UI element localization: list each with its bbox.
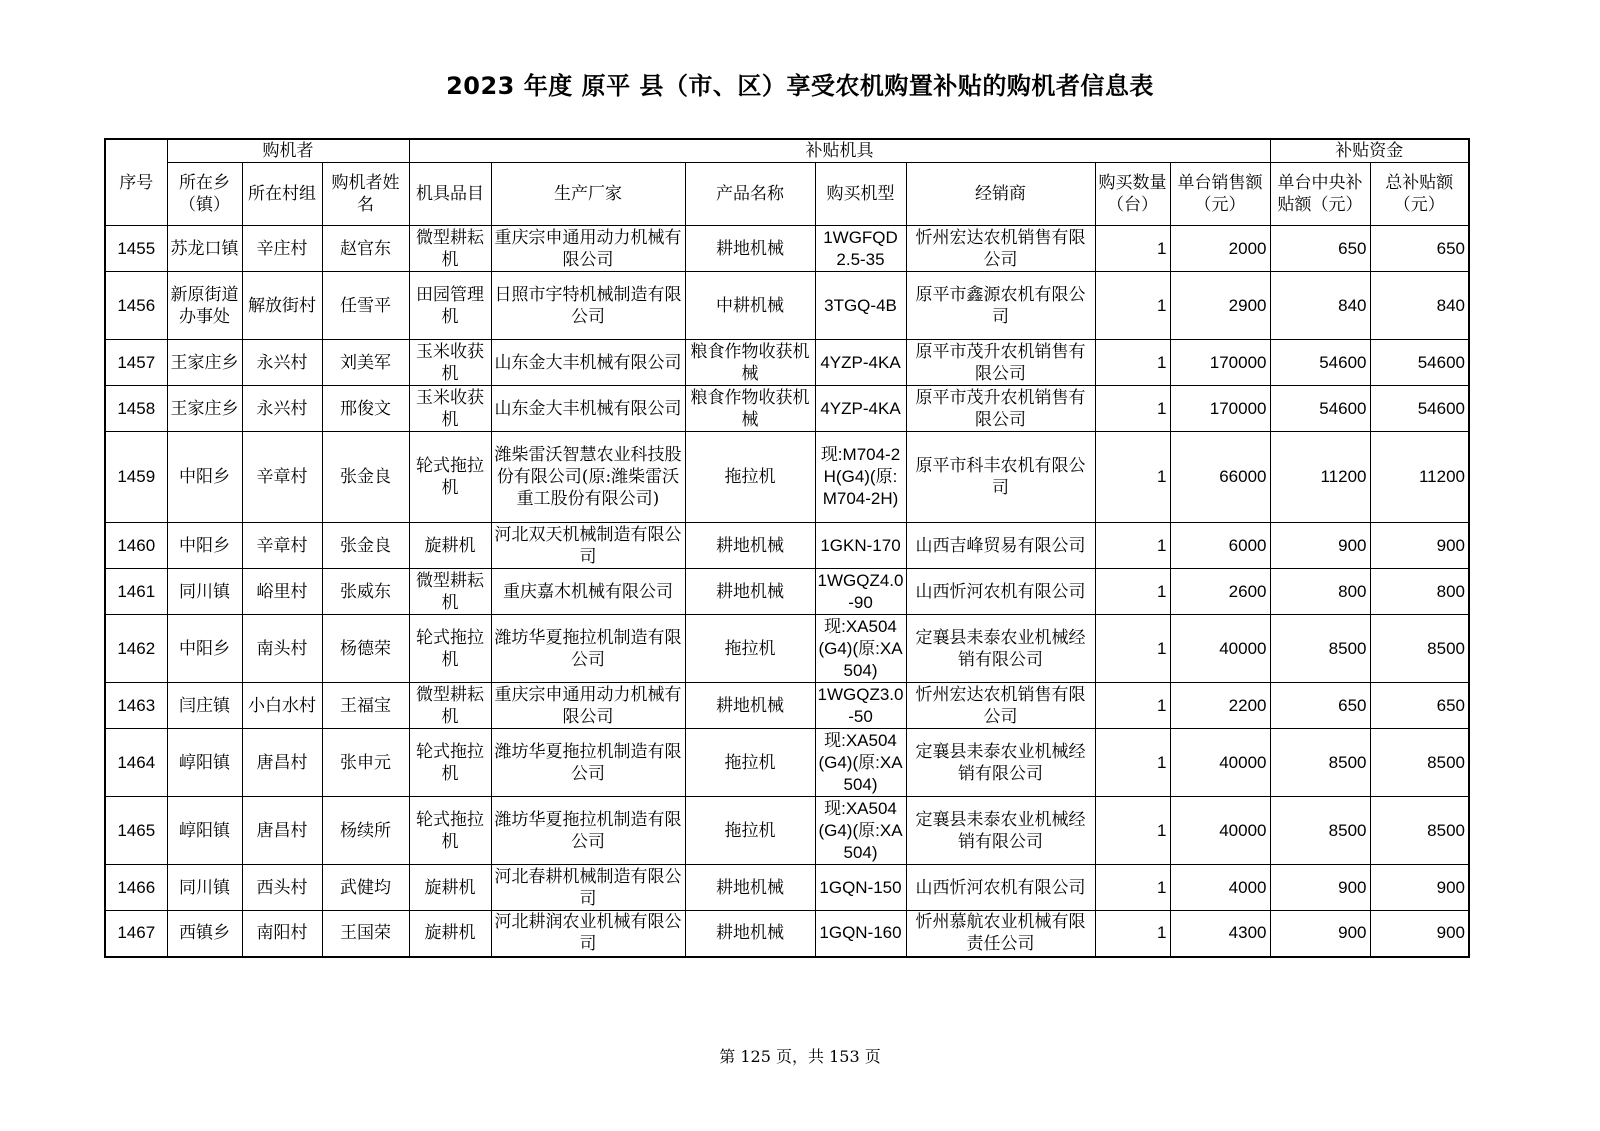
cell-category: 微型耕耘机 <box>409 226 491 272</box>
cell-category: 轮式拖拉机 <box>409 797 491 865</box>
cell-name: 王国荣 <box>322 911 409 957</box>
cell-qty: 1 <box>1095 729 1170 797</box>
header-group-buyer: 购机者 <box>167 139 409 163</box>
cell-village: 南头村 <box>242 615 322 683</box>
header-buyer-name: 购机者姓名 <box>322 163 409 226</box>
cell-dealer: 忻州宏达农机销售有限公司 <box>906 226 1095 272</box>
header-village: 所在村组 <box>242 163 322 226</box>
cell-product: 拖拉机 <box>685 615 815 683</box>
cell-town: 新原街道办事处 <box>167 272 242 340</box>
header-qty: 购买数量（台） <box>1095 163 1170 226</box>
cell-village: 永兴村 <box>242 386 322 432</box>
cell-product: 拖拉机 <box>685 797 815 865</box>
cell-total: 900 <box>1370 523 1469 569</box>
cell-seq: 1460 <box>105 523 167 569</box>
cell-manufacturer: 山东金大丰机械有限公司 <box>491 340 685 386</box>
cell-central: 800 <box>1270 569 1370 615</box>
header-dealer: 经销商 <box>906 163 1095 226</box>
page-title: 2023 年度 原平 县（市、区）享受农机购置补贴的购机者信息表 <box>446 72 1154 100</box>
header-manufacturer: 生产厂家 <box>491 163 685 226</box>
cell-central: 650 <box>1270 226 1370 272</box>
cell-total: 650 <box>1370 683 1469 729</box>
cell-village: 唐昌村 <box>242 729 322 797</box>
cell-product: 粮食作物收获机械 <box>685 386 815 432</box>
table-row <box>105 729 1469 797</box>
cell-village: 南阳村 <box>242 911 322 957</box>
cell-seq: 1463 <box>105 683 167 729</box>
cell-qty: 1 <box>1095 340 1170 386</box>
cell-category: 轮式拖拉机 <box>409 615 491 683</box>
header-group-fund: 补贴资金 <box>1270 139 1469 163</box>
cell-dealer: 山西忻河农机有限公司 <box>906 569 1095 615</box>
header-model: 购买机型 <box>815 163 906 226</box>
cell-qty: 1 <box>1095 226 1170 272</box>
cell-central: 840 <box>1270 272 1370 340</box>
cell-dealer: 忻州慕航农业机械有限责任公司 <box>906 911 1095 957</box>
cell-price: 6000 <box>1170 523 1270 569</box>
cell-qty: 1 <box>1095 432 1170 523</box>
cell-town: 闫庄镇 <box>167 683 242 729</box>
cell-category: 旋耕机 <box>409 523 491 569</box>
cell-model: 1WGQZ4.0-90 <box>815 569 906 615</box>
cell-manufacturer: 河北耕润农业机械有限公司 <box>491 911 685 957</box>
table-row <box>105 272 1469 340</box>
cell-product: 耕地机械 <box>685 683 815 729</box>
header-unit-price: 单台销售额（元） <box>1170 163 1270 226</box>
table-row <box>105 340 1469 386</box>
cell-manufacturer: 潍坊华夏拖拉机制造有限公司 <box>491 797 685 865</box>
cell-town: 苏龙口镇 <box>167 226 242 272</box>
cell-seq: 1456 <box>105 272 167 340</box>
table-row <box>105 569 1469 615</box>
cell-central: 900 <box>1270 865 1370 911</box>
cell-category: 旋耕机 <box>409 865 491 911</box>
cell-name: 张申元 <box>322 729 409 797</box>
header-total-subsidy: 总补贴额（元） <box>1370 163 1469 226</box>
cell-total: 8500 <box>1370 729 1469 797</box>
cell-product: 耕地机械 <box>685 226 815 272</box>
cell-total: 11200 <box>1370 432 1469 523</box>
cell-manufacturer: 潍柴雷沃智慧农业科技股份有限公司(原:潍柴雷沃重工股份有限公司) <box>491 432 685 523</box>
cell-name: 张金良 <box>322 523 409 569</box>
cell-category: 田园管理机 <box>409 272 491 340</box>
cell-name: 刘美军 <box>322 340 409 386</box>
cell-town: 中阳乡 <box>167 615 242 683</box>
cell-manufacturer: 潍坊华夏拖拉机制造有限公司 <box>491 615 685 683</box>
cell-town: 中阳乡 <box>167 432 242 523</box>
cell-seq: 1466 <box>105 865 167 911</box>
cell-model: 1GQN-150 <box>815 865 906 911</box>
table-header <box>105 139 1469 226</box>
cell-price: 4300 <box>1170 911 1270 957</box>
page-footer: 第 125 页，共 153 页 <box>719 1047 881 1066</box>
cell-model: 1GKN-170 <box>815 523 906 569</box>
cell-manufacturer: 重庆宗申通用动力机械有限公司 <box>491 226 685 272</box>
cell-town: 西镇乡 <box>167 911 242 957</box>
table-row <box>105 911 1469 957</box>
cell-qty: 1 <box>1095 386 1170 432</box>
cell-qty: 1 <box>1095 523 1170 569</box>
cell-manufacturer: 日照市宇特机械制造有限公司 <box>491 272 685 340</box>
table-row <box>105 386 1469 432</box>
cell-product: 粮食作物收获机械 <box>685 340 815 386</box>
cell-dealer: 定襄县耒泰农业机械经销有限公司 <box>906 797 1095 865</box>
cell-total: 900 <box>1370 911 1469 957</box>
cell-dealer: 原平市茂升农机销售有限公司 <box>906 340 1095 386</box>
cell-central: 8500 <box>1270 797 1370 865</box>
table-row <box>105 683 1469 729</box>
cell-manufacturer: 重庆宗申通用动力机械有限公司 <box>491 683 685 729</box>
cell-town: 同川镇 <box>167 569 242 615</box>
cell-name: 杨德荣 <box>322 615 409 683</box>
cell-total: 8500 <box>1370 797 1469 865</box>
cell-price: 40000 <box>1170 797 1270 865</box>
cell-name: 赵官东 <box>322 226 409 272</box>
cell-manufacturer: 山东金大丰机械有限公司 <box>491 386 685 432</box>
cell-seq: 1461 <box>105 569 167 615</box>
cell-price: 170000 <box>1170 340 1270 386</box>
cell-village: 辛章村 <box>242 523 322 569</box>
cell-manufacturer: 河北双天机械制造有限公司 <box>491 523 685 569</box>
cell-dealer: 忻州宏达农机销售有限公司 <box>906 683 1095 729</box>
table-body <box>105 226 1469 957</box>
cell-central: 54600 <box>1270 340 1370 386</box>
cell-village: 唐昌村 <box>242 797 322 865</box>
cell-central: 900 <box>1270 911 1370 957</box>
cell-total: 54600 <box>1370 340 1469 386</box>
cell-village: 解放街村 <box>242 272 322 340</box>
cell-product: 拖拉机 <box>685 432 815 523</box>
cell-manufacturer: 重庆嘉木机械有限公司 <box>491 569 685 615</box>
table-row <box>105 865 1469 911</box>
cell-dealer: 山西忻河农机有限公司 <box>906 865 1095 911</box>
header-category: 机具品目 <box>409 163 491 226</box>
cell-category: 旋耕机 <box>409 911 491 957</box>
cell-price: 40000 <box>1170 615 1270 683</box>
cell-qty: 1 <box>1095 797 1170 865</box>
cell-manufacturer: 潍坊华夏拖拉机制造有限公司 <box>491 729 685 797</box>
cell-name: 任雪平 <box>322 272 409 340</box>
cell-manufacturer: 河北春耕机械制造有限公司 <box>491 865 685 911</box>
cell-name: 武健均 <box>322 865 409 911</box>
cell-seq: 1458 <box>105 386 167 432</box>
cell-seq: 1457 <box>105 340 167 386</box>
cell-name: 邢俊文 <box>322 386 409 432</box>
cell-product: 耕地机械 <box>685 569 815 615</box>
cell-model: 现:XA504(G4)(原:XA504) <box>815 729 906 797</box>
cell-village: 小白水村 <box>242 683 322 729</box>
cell-total: 840 <box>1370 272 1469 340</box>
cell-town: 王家庄乡 <box>167 340 242 386</box>
cell-dealer: 定襄县耒泰农业机械经销有限公司 <box>906 615 1095 683</box>
cell-name: 杨续所 <box>322 797 409 865</box>
cell-model: 1WGQZ3.0-50 <box>815 683 906 729</box>
cell-central: 8500 <box>1270 729 1370 797</box>
cell-central: 54600 <box>1270 386 1370 432</box>
cell-seq: 1464 <box>105 729 167 797</box>
table-row <box>105 523 1469 569</box>
cell-category: 轮式拖拉机 <box>409 729 491 797</box>
cell-product: 耕地机械 <box>685 865 815 911</box>
cell-total: 54600 <box>1370 386 1469 432</box>
subsidy-table <box>104 138 1470 958</box>
cell-price: 2200 <box>1170 683 1270 729</box>
cell-product: 拖拉机 <box>685 729 815 797</box>
cell-village: 西头村 <box>242 865 322 911</box>
cell-product: 耕地机械 <box>685 911 815 957</box>
cell-price: 2000 <box>1170 226 1270 272</box>
cell-category: 玉米收获机 <box>409 386 491 432</box>
table-row <box>105 615 1469 683</box>
cell-seq: 1459 <box>105 432 167 523</box>
cell-dealer: 原平市科丰农机有限公司 <box>906 432 1095 523</box>
cell-town: 崞阳镇 <box>167 729 242 797</box>
cell-total: 650 <box>1370 226 1469 272</box>
header-group-machine: 补贴机具 <box>409 139 1270 163</box>
cell-central: 650 <box>1270 683 1370 729</box>
cell-town: 同川镇 <box>167 865 242 911</box>
cell-model: 1GQN-160 <box>815 911 906 957</box>
cell-qty: 1 <box>1095 615 1170 683</box>
cell-category: 轮式拖拉机 <box>409 432 491 523</box>
cell-seq: 1462 <box>105 615 167 683</box>
cell-town: 王家庄乡 <box>167 386 242 432</box>
header-central-subsidy: 单台中央补贴额（元） <box>1270 163 1370 226</box>
cell-total: 900 <box>1370 865 1469 911</box>
cell-qty: 1 <box>1095 569 1170 615</box>
cell-price: 40000 <box>1170 729 1270 797</box>
cell-qty: 1 <box>1095 911 1170 957</box>
cell-category: 玉米收获机 <box>409 340 491 386</box>
cell-price: 2900 <box>1170 272 1270 340</box>
cell-qty: 1 <box>1095 865 1170 911</box>
cell-seq: 1467 <box>105 911 167 957</box>
cell-dealer: 定襄县耒泰农业机械经销有限公司 <box>906 729 1095 797</box>
cell-central: 11200 <box>1270 432 1370 523</box>
cell-price: 170000 <box>1170 386 1270 432</box>
cell-village: 辛庄村 <box>242 226 322 272</box>
cell-qty: 1 <box>1095 272 1170 340</box>
cell-model: 现:M704-2H(G4)(原:M704-2H) <box>815 432 906 523</box>
cell-model: 1WGFQD2.5-35 <box>815 226 906 272</box>
cell-price: 66000 <box>1170 432 1270 523</box>
cell-model: 现:XA504(G4)(原:XA504) <box>815 797 906 865</box>
cell-total: 800 <box>1370 569 1469 615</box>
header-seq: 序号 <box>105 139 167 226</box>
cell-category: 微型耕耘机 <box>409 683 491 729</box>
header-town: 所在乡（镇） <box>167 163 242 226</box>
cell-name: 王福宝 <box>322 683 409 729</box>
cell-dealer: 原平市鑫源农机有限公司 <box>906 272 1095 340</box>
cell-seq: 1465 <box>105 797 167 865</box>
table-row <box>105 226 1469 272</box>
cell-village: 永兴村 <box>242 340 322 386</box>
cell-name: 张威东 <box>322 569 409 615</box>
cell-category: 微型耕耘机 <box>409 569 491 615</box>
cell-seq: 1455 <box>105 226 167 272</box>
cell-total: 8500 <box>1370 615 1469 683</box>
cell-village: 辛章村 <box>242 432 322 523</box>
cell-name: 张金良 <box>322 432 409 523</box>
cell-dealer: 山西吉峰贸易有限公司 <box>906 523 1095 569</box>
cell-town: 崞阳镇 <box>167 797 242 865</box>
cell-town: 中阳乡 <box>167 523 242 569</box>
header-product: 产品名称 <box>685 163 815 226</box>
cell-model: 4YZP-4KA <box>815 340 906 386</box>
cell-model: 4YZP-4KA <box>815 386 906 432</box>
cell-product: 中耕机械 <box>685 272 815 340</box>
table-row <box>105 797 1469 865</box>
cell-model: 3TGQ-4B <box>815 272 906 340</box>
cell-central: 900 <box>1270 523 1370 569</box>
table-row <box>105 432 1469 523</box>
cell-price: 2600 <box>1170 569 1270 615</box>
cell-qty: 1 <box>1095 683 1170 729</box>
cell-model: 现:XA504(G4)(原:XA504) <box>815 615 906 683</box>
cell-price: 4000 <box>1170 865 1270 911</box>
cell-product: 耕地机械 <box>685 523 815 569</box>
cell-dealer: 原平市茂升农机销售有限公司 <box>906 386 1095 432</box>
cell-central: 8500 <box>1270 615 1370 683</box>
cell-village: 峪里村 <box>242 569 322 615</box>
